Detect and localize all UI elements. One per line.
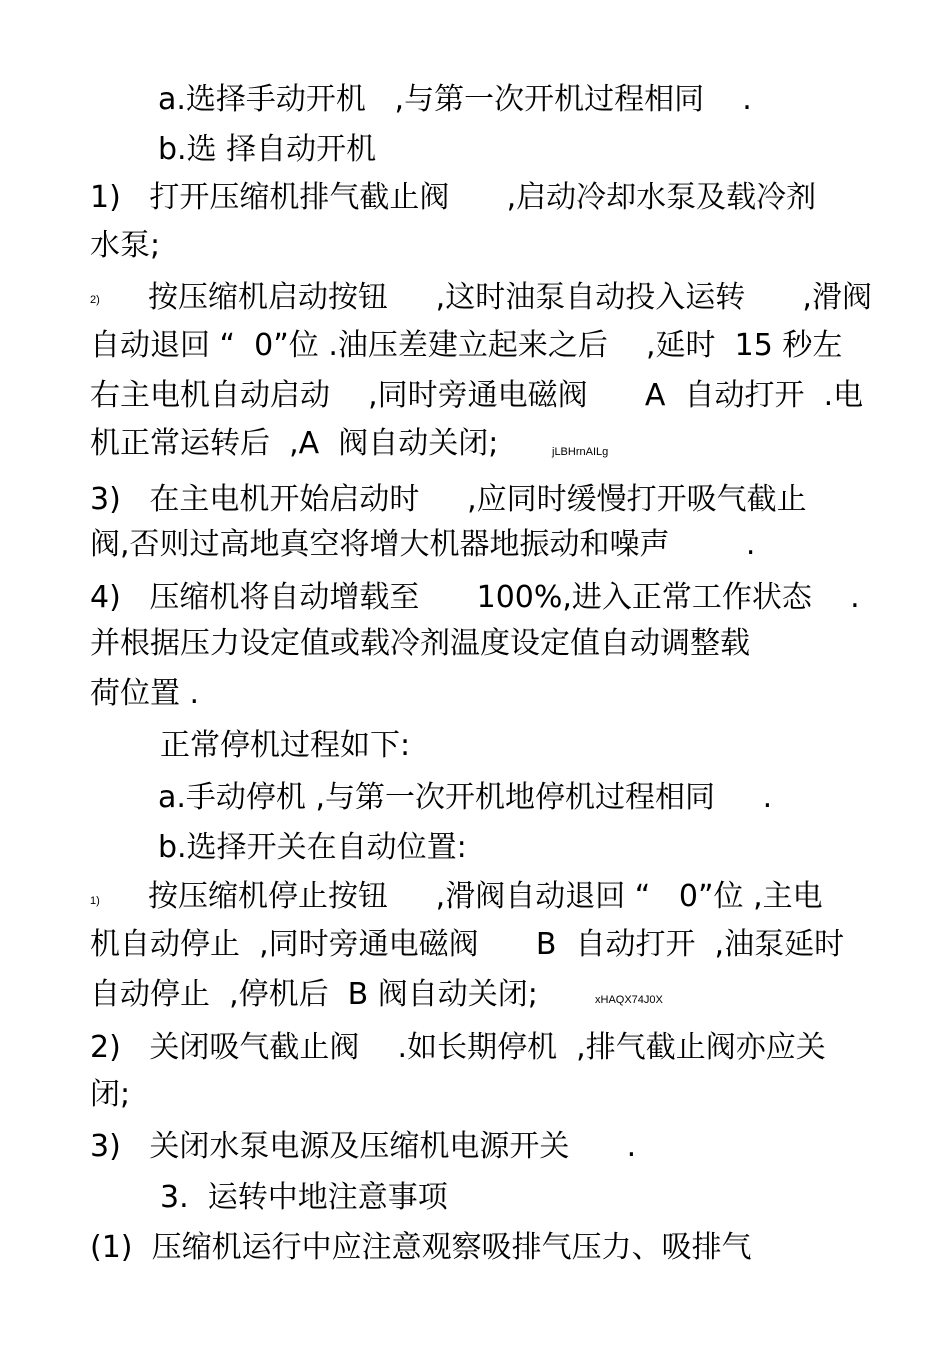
text-line: 自动退回 “ 0”位 .油压差建立起来之后 ,延时 15 秒左: [90, 328, 843, 363]
text-line: 2) 关闭吸气截止阀 .如长期停机 ,排气截止阀亦应关: [90, 1030, 826, 1065]
text-line: 机自动停止 ,同时旁通电磁阀 B 自动打开 ,油泵延时: [90, 927, 845, 962]
watermark-code: xHAQX74J0X: [595, 994, 663, 1006]
text-line: 并根据压力设定值或载冷剂温度设定值自动调整载: [90, 626, 750, 661]
text-line: 机正常运转后 ,A 阀自动关闭;: [90, 426, 499, 461]
list-number: 1): [90, 895, 100, 907]
text-line: 阀,否则过高地真空将增大机器地振动和噪声 .: [90, 527, 756, 562]
text-line: 荷位置 .: [90, 676, 200, 711]
text-line: 3) 关闭水泵电源及压缩机电源开关 .: [90, 1129, 637, 1164]
text-line: 闭;: [90, 1077, 131, 1112]
text-line: 水泵;: [90, 228, 161, 263]
text-line: 3) 在主电机开始启动时 ,应同时缓慢打开吸气截止: [90, 482, 807, 517]
text-line: b.选 择自动开机: [158, 132, 377, 167]
text-line: 右主电机自动启动 ,同时旁通电磁阀 A 自动打开 .电: [90, 378, 864, 413]
watermark-code: jLBHrnAILg: [552, 446, 609, 458]
text-line: a.手动停机 ,与第一次开机地停机过程相同 .: [158, 780, 773, 815]
text-line: 1) 打开压缩机排气截止阀 ,启动冷却水泵及载冷剂: [90, 180, 817, 215]
text-line: 按压缩机停止按钮 ,滑阀自动退回 “ 0”位 ,主电: [148, 879, 823, 914]
text-line: 4) 压缩机将自动增载至 100%,进入正常工作状态 .: [90, 580, 860, 615]
text-line: b.选择开关在自动位置:: [158, 830, 467, 865]
text-line: 按压缩机启动按钮 ,这时油泵自动投入运转 ,滑阀: [148, 280, 872, 315]
section-heading: 正常停机过程如下:: [160, 728, 411, 763]
section-heading: 3. 运转中地注意事项: [160, 1180, 448, 1215]
text-line: 自动停止 ,停机后 B 阀自动关闭;: [90, 977, 538, 1012]
text-line: (1) 压缩机运行中应注意观察吸排气压力、吸排气: [90, 1230, 752, 1265]
text-line: a.选择手动开机 ,与第一次开机过程相同 .: [158, 82, 752, 117]
list-number: 2): [90, 294, 100, 306]
